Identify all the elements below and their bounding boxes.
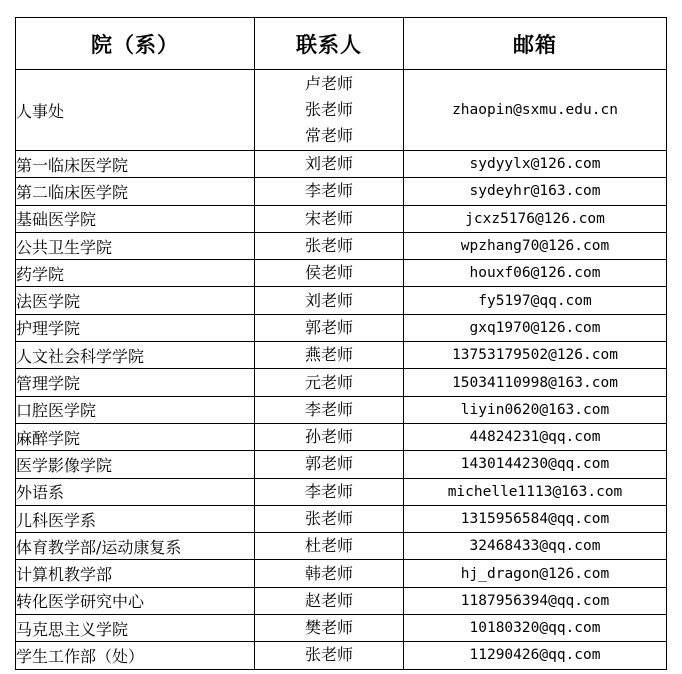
contact-cell: 樊老师: [255, 615, 404, 642]
department-cell: 口腔医学院: [16, 396, 255, 423]
email-cell: 1187956394@qq.com: [404, 587, 667, 614]
table-row: [16, 642, 667, 669]
contact-cell: 韩老师: [255, 560, 404, 587]
email-cell: 15034110998@163.com: [404, 369, 667, 396]
table-row: [16, 505, 667, 532]
email-cell: hj_dragon@126.com: [404, 560, 667, 587]
table-row: [16, 232, 667, 259]
email-cell: michelle1113@163.com: [404, 478, 667, 505]
header-contact: 联系人: [255, 18, 404, 70]
contact-cell: 侯老师: [255, 260, 404, 287]
contact-name: 常老师: [304, 126, 353, 145]
table-row: [16, 478, 667, 505]
department-cell: 麻醉学院: [16, 423, 255, 450]
department-cell: 转化医学研究中心: [16, 587, 255, 614]
table-row: [16, 205, 667, 232]
table-row: [16, 342, 667, 369]
table-row: [16, 287, 667, 314]
department-cell: 法医学院: [16, 287, 255, 314]
header-email: 邮箱: [404, 18, 667, 70]
department-cell: 基础医学院: [16, 205, 255, 232]
email-cell: 32468433@qq.com: [404, 533, 667, 560]
contact-cell: 赵老师: [255, 587, 404, 614]
contact-cell: 郭老师: [255, 314, 404, 341]
department-cell: 人文社会科学学院: [16, 342, 255, 369]
table-row: [16, 151, 667, 178]
contact-cell: 张老师: [255, 642, 404, 669]
email-cell: sydyylx@126.com: [404, 151, 667, 178]
department-cell: 护理学院: [16, 314, 255, 341]
department-cell: 医学影像学院: [16, 451, 255, 478]
email-cell: jcxz5176@126.com: [404, 205, 667, 232]
contact-cell: 元老师: [255, 369, 404, 396]
table-row: [16, 260, 667, 287]
table-row: [16, 533, 667, 560]
contact-cell: 孙老师: [255, 423, 404, 450]
email-cell: wpzhang70@126.com: [404, 232, 667, 259]
contact-name: 卢老师: [304, 74, 353, 93]
department-cell: 体育教学部/运动康复系: [16, 533, 255, 560]
table-row: [16, 396, 667, 423]
department-cell: 管理学院: [16, 369, 255, 396]
table-row: [16, 178, 667, 205]
department-cell: 计算机教学部: [16, 560, 255, 587]
table-body: [16, 70, 667, 670]
email-cell: houxf06@126.com: [404, 260, 667, 287]
department-cell: 马克思主义学院: [16, 615, 255, 642]
department-cell: 儿科医学系: [16, 505, 255, 532]
contact-cell: 宋老师: [255, 205, 404, 232]
email-cell: gxq1970@126.com: [404, 314, 667, 341]
email-cell: sydeyhr@163.com: [404, 178, 667, 205]
contact-cell: 李老师: [255, 396, 404, 423]
department-cell: 公共卫生学院: [16, 232, 255, 259]
contact-name: 张老师: [304, 100, 353, 119]
contact-cell: 刘老师: [255, 151, 404, 178]
contact-cell: 李老师: [255, 478, 404, 505]
email-cell: zhaopin@sxmu.edu.cn: [404, 70, 667, 151]
department-cell: 学生工作部（处）: [16, 642, 255, 669]
table-row: [16, 560, 667, 587]
department-cell: 人事处: [16, 70, 255, 151]
header-row: [16, 18, 667, 70]
table-row: [16, 314, 667, 341]
contact-cell: 刘老师: [255, 287, 404, 314]
table-row: [16, 451, 667, 478]
email-cell: 13753179502@126.com: [404, 342, 667, 369]
table-row: [16, 369, 667, 396]
contact-cell: 李老师: [255, 178, 404, 205]
department-cell: 药学院: [16, 260, 255, 287]
email-cell: 1430144230@qq.com: [404, 451, 667, 478]
contact-cell: 燕老师: [255, 342, 404, 369]
table-row: [16, 423, 667, 450]
department-cell: 第一临床医学院: [16, 151, 255, 178]
contact-cell: [255, 70, 404, 151]
contacts-table: [15, 17, 667, 670]
email-cell: liyin0620@163.com: [404, 396, 667, 423]
email-cell: fy5197@qq.com: [404, 287, 667, 314]
contact-cell: 郭老师: [255, 451, 404, 478]
contact-cell: 张老师: [255, 232, 404, 259]
table-row: [16, 587, 667, 614]
contact-cell: 张老师: [255, 505, 404, 532]
table-row: [16, 615, 667, 642]
header-department: 院（系）: [16, 18, 255, 70]
contact-cell: 杜老师: [255, 533, 404, 560]
table-row: [16, 70, 667, 151]
email-cell: 1315956584@qq.com: [404, 505, 667, 532]
email-cell: 11290426@qq.com: [404, 642, 667, 669]
department-cell: 第二临床医学院: [16, 178, 255, 205]
email-cell: 44824231@qq.com: [404, 423, 667, 450]
department-cell: 外语系: [16, 478, 255, 505]
email-cell: 10180320@qq.com: [404, 615, 667, 642]
